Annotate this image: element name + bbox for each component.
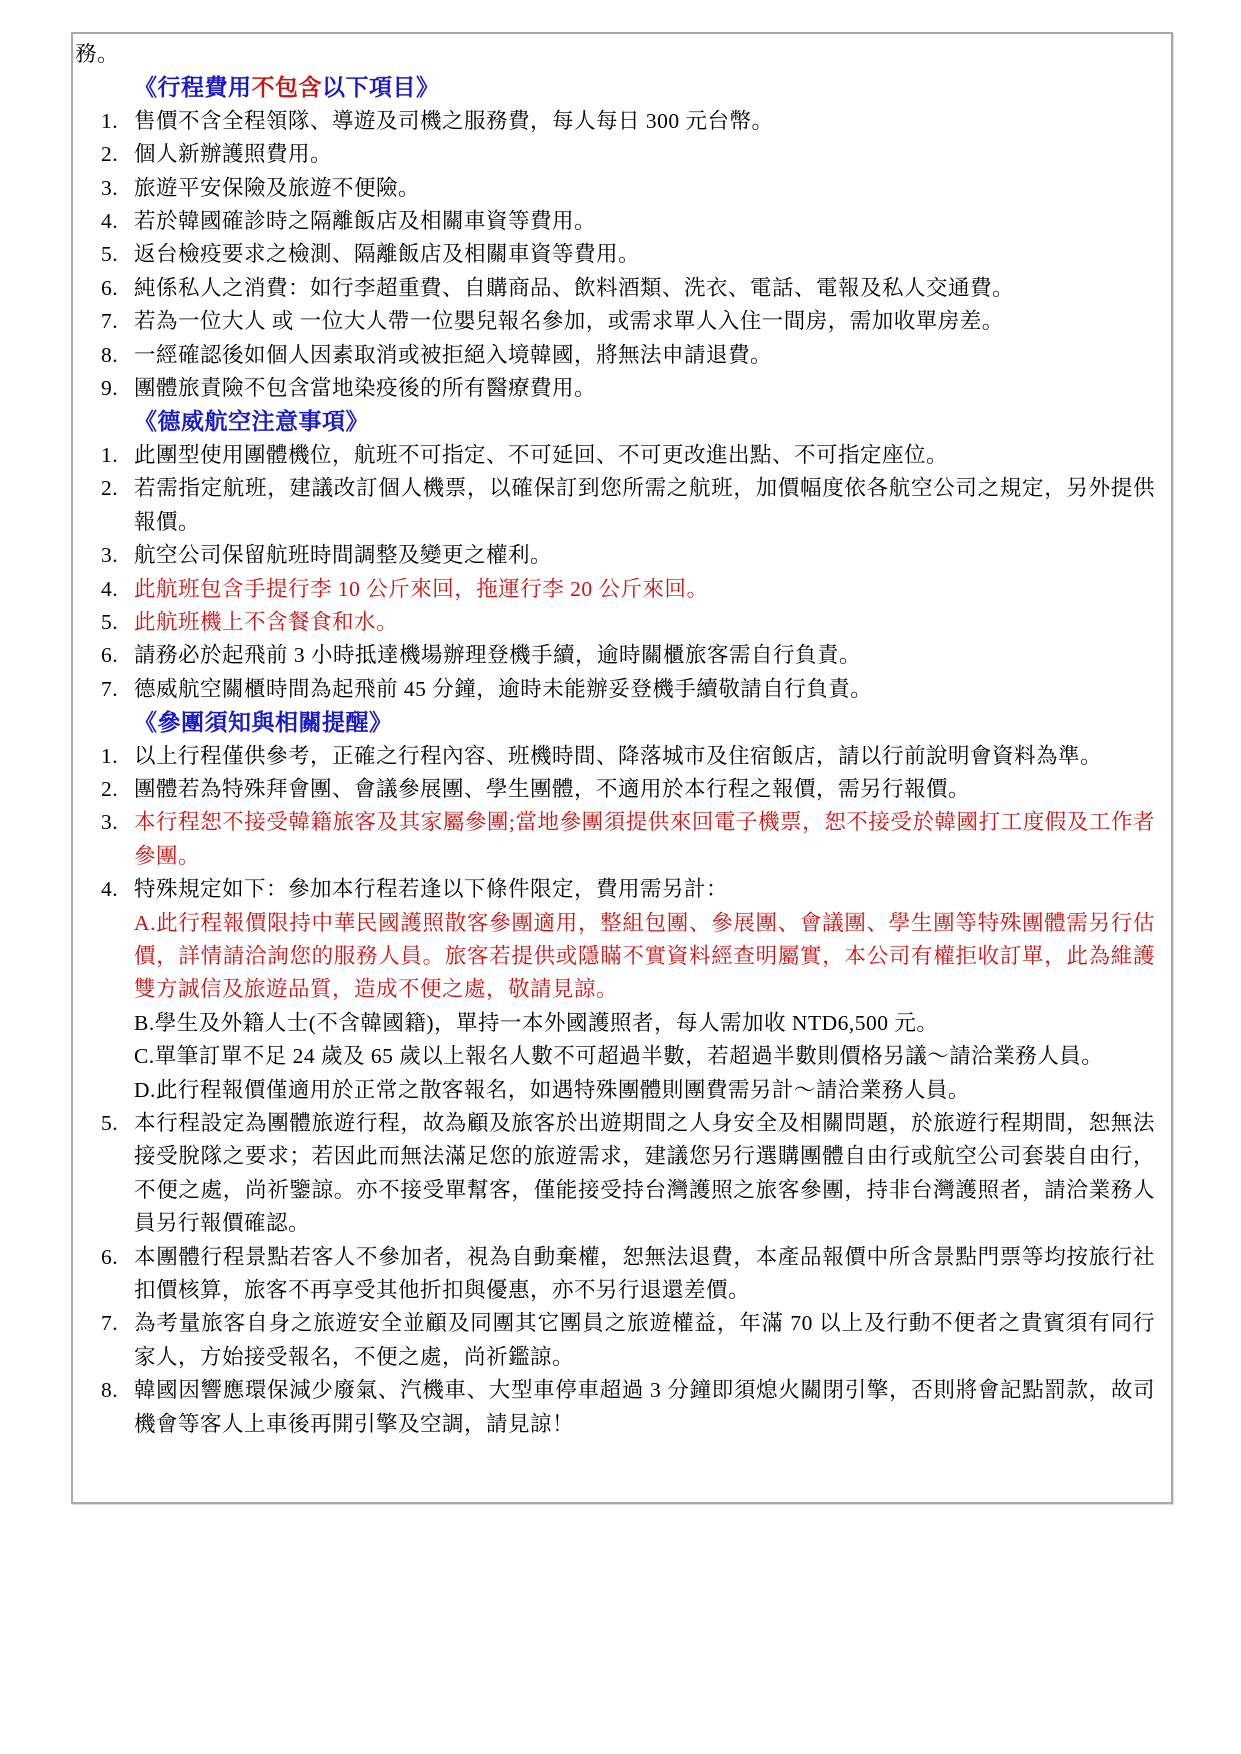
text-run: 售價不含全程領隊、導遊及司機之服務費，每人每日 300 元台幣。 <box>134 108 774 133</box>
item-text <box>134 740 1155 773</box>
document-content <box>73 34 1171 1441</box>
item-text <box>134 339 1155 372</box>
sub-item <box>134 907 1155 1007</box>
item-text <box>134 806 1155 873</box>
list-item <box>75 873 1155 1107</box>
list-item <box>75 740 1155 773</box>
text-run: 團體旅責險不包含當地染疫後的所有醫療費用。 <box>134 376 597 401</box>
item-number: 9. <box>101 376 119 401</box>
item-number: 8. <box>101 342 119 367</box>
text-run: 航空公司保留航班時間調整及變更之權利。 <box>134 543 553 568</box>
text-run: 旅遊平安保險及旅遊不便險。 <box>134 175 421 200</box>
text-run: 以下項目》 <box>322 75 440 101</box>
text-run: 一經確認後如個人因素取消或被拒絕入境韓國，將無法申請退費。 <box>134 342 773 367</box>
item-number: 2. <box>101 776 119 801</box>
text-run: 團體若為特殊拜會團、會議參展團、學生團體，不適用於本行程之報價，需另行報價。 <box>134 776 971 801</box>
list-item <box>75 238 1155 271</box>
item-number: 3. <box>101 543 119 568</box>
text-run: 不包含 <box>251 75 322 101</box>
text-run: B.學生及外籍人士(不含韓國籍)，單持一本外國護照者，每人需加收 NTD6,500 元。 <box>134 1010 939 1035</box>
text-run: 本團體行程景點若客人不參加者，視為自動棄權，恕無法退費，本產品報價中所含景點門票等均按旅行社扣價核算，旅客不再享受其他折扣與優惠，亦不另行退還差價。 <box>134 1244 1155 1303</box>
item-text <box>134 105 1155 138</box>
text-run: 請務必於起飛前 3 小時抵達機場辦理登機手續，逾時關櫃旅客需自行負責。 <box>134 643 862 668</box>
text-run: 本行程恕不接受韓籍旅客及其家屬參團;當地參團須提供來回電子機票，恕不接受於韓國打工度假及工作者參團。 <box>134 810 1155 868</box>
item-number: 2. <box>101 476 119 501</box>
sub-item <box>134 1040 1155 1073</box>
item-number: 3. <box>101 810 119 835</box>
item-number: 7. <box>101 309 119 334</box>
list-item <box>75 1241 1155 1308</box>
list-item <box>75 305 1155 338</box>
item-text <box>134 205 1155 238</box>
list-item <box>75 372 1155 405</box>
list-item <box>75 472 1155 539</box>
item-number: 1. <box>101 108 119 133</box>
list-item <box>75 1374 1155 1441</box>
item-number: 1. <box>101 442 119 467</box>
list-item <box>75 806 1155 873</box>
item-number: 4. <box>101 576 119 601</box>
text-run: 純係私人之消費：如行李超重費、自購商品、飲料酒類、洗衣、電話、電報及私人交通費。 <box>134 275 1015 300</box>
text-run: 此團型使用團體機位，航班不可指定、不可延回、不可更改進出點、不可指定座位。 <box>134 442 949 467</box>
text-run: 以上行程僅供參考，正確之行程內容、班機時間、降落城市及住宿飯店，請以行前說明會資料為準。 <box>134 743 1103 768</box>
item-text <box>134 172 1155 205</box>
list-item <box>75 439 1155 472</box>
text-run: 若於韓國確診時之隔離飯店及相關車資等費用。 <box>134 209 597 234</box>
text-run: 特殊規定如下：參加本行程若逢以下條件限定，費用需另計： <box>134 877 729 902</box>
sections-container <box>75 71 1155 1441</box>
item-text <box>134 305 1155 338</box>
list-item <box>75 105 1155 138</box>
list-item <box>75 639 1155 672</box>
item-text <box>134 606 1155 639</box>
item-text <box>134 472 1155 539</box>
item-number: 7. <box>101 676 119 701</box>
item-number: 8. <box>101 1378 119 1403</box>
text-run: 返台檢疫要求之檢測、隔離飯店及相關車資等費用。 <box>134 242 641 267</box>
text-run: 《行程費用 <box>134 75 252 101</box>
list-item <box>75 773 1155 806</box>
sub-item <box>134 1074 1155 1107</box>
document-border-box <box>71 32 1173 1504</box>
text-run: 本行程設定為團體旅遊行程，故為顧及旅客於出遊期間之人身安全及相關問題，於旅遊行程期間，恕無法接受脫隊之要求；若因此而無法滿足您的旅遊需求，建議您另行選購團體自由行或航空公司套裝自由行，不便之處，尚祈鑒諒。亦不接受單幫客，僅能接受持台灣護照之旅客參團，持非台灣護照者，請洽業務人員另行報價確認。 <box>134 1111 1155 1236</box>
item-text <box>134 539 1155 572</box>
item-number: 4. <box>101 209 119 234</box>
list-item <box>75 673 1155 706</box>
list-item <box>75 539 1155 572</box>
item-number: 6. <box>101 643 119 668</box>
item-text <box>134 439 1155 472</box>
item-text <box>134 372 1155 405</box>
item-number: 7. <box>101 1311 119 1336</box>
list-item <box>75 573 1155 606</box>
item-text <box>134 272 1155 305</box>
text-run: A.此行程報價限持中華民國護照散客參團適用，整組包團、參展團、會議團、學生團等特殊團體需另行估價，詳情請洽詢您的服務人員。旅客若提供或隱瞞不實資料經查明屬實，本公司有權拒收訂單，此為維護雙方誠信及旅遊品質，造成不便之處，敬請見諒。 <box>134 910 1155 1002</box>
item-number: 2. <box>101 142 119 167</box>
continuation-text: 務。 <box>75 42 120 66</box>
item-text <box>134 1307 1155 1374</box>
item-text <box>134 1241 1155 1308</box>
section-heading <box>134 71 1155 104</box>
text-run: D.此行程報價僅適用於正常之散客報名，如遇特殊團體則團費需另計～請洽業務人員。 <box>134 1077 970 1102</box>
list-item <box>75 272 1155 305</box>
item-text <box>134 138 1155 171</box>
item-number: 5. <box>101 609 119 634</box>
section-heading <box>134 405 1155 438</box>
text-run: 若需指定航班，建議改訂個人機票，以確保訂到您所需之航班，加價幅度依各航空公司之規定，另外提供報價。 <box>134 476 1155 534</box>
list-item <box>75 1307 1155 1374</box>
item-number: 4. <box>101 877 119 902</box>
text-run: 韓國因響應環保減少廢氣、汽機車、大型車停車超過 3 分鐘即須熄火關閉引擎，否則將會記點罰款，故司機會等客人上車後再開引擎及空調，請見諒！ <box>134 1378 1155 1436</box>
text-run: C.單筆訂單不足 24 歲及 65 歲以上報名人數不可超過半數，若超過半數則價格另議～請洽業務人員。 <box>134 1044 1104 1069</box>
item-number: 1. <box>101 743 119 768</box>
list-item <box>75 205 1155 238</box>
sub-item <box>134 1007 1155 1040</box>
list-item <box>75 606 1155 639</box>
item-text <box>134 573 1155 606</box>
item-text <box>134 238 1155 271</box>
text-run: 《德威航空注意事項》 <box>134 409 369 435</box>
text-run: 德威航空關櫃時間為起飛前 45 分鐘，逾時未能辦妥登機手續敬請自行負責。 <box>134 676 873 701</box>
item-text <box>134 873 1155 1107</box>
text-run: 若為一位大人 或 一位大人帶一位嬰兒報名參加，或需求單人入住一間房，需加收單房差。 <box>134 309 1004 334</box>
text-run: 個人新辦護照費用。 <box>134 142 333 167</box>
list-item <box>75 138 1155 171</box>
text-run: 此航班機上不含餐食和水。 <box>134 609 399 634</box>
item-number: 3. <box>101 175 119 200</box>
item-number: 6. <box>101 275 119 300</box>
text-run: 為考量旅客自身之旅遊安全並顧及同團其它團員之旅遊權益，年滿 70 以上及行動不便者之貴賓須有同行家人，方始接受報名，不便之處，尚祈鑑諒。 <box>134 1311 1155 1369</box>
item-number: 5. <box>101 242 119 267</box>
section-heading <box>134 706 1155 739</box>
item-text <box>134 1107 1155 1241</box>
item-text <box>134 639 1155 672</box>
text-run: 《參團須知與相關提醒》 <box>134 710 393 736</box>
item-text <box>134 773 1155 806</box>
item-text <box>134 673 1155 706</box>
list-item <box>75 1107 1155 1241</box>
list-item <box>75 172 1155 205</box>
item-number: 6. <box>101 1244 119 1269</box>
item-number: 5. <box>101 1111 119 1135</box>
item-text <box>134 1374 1155 1441</box>
list-item <box>75 339 1155 372</box>
text-run: 此航班包含手提行李 10 公斤來回，拖運行李 20 公斤來回。 <box>134 576 709 601</box>
